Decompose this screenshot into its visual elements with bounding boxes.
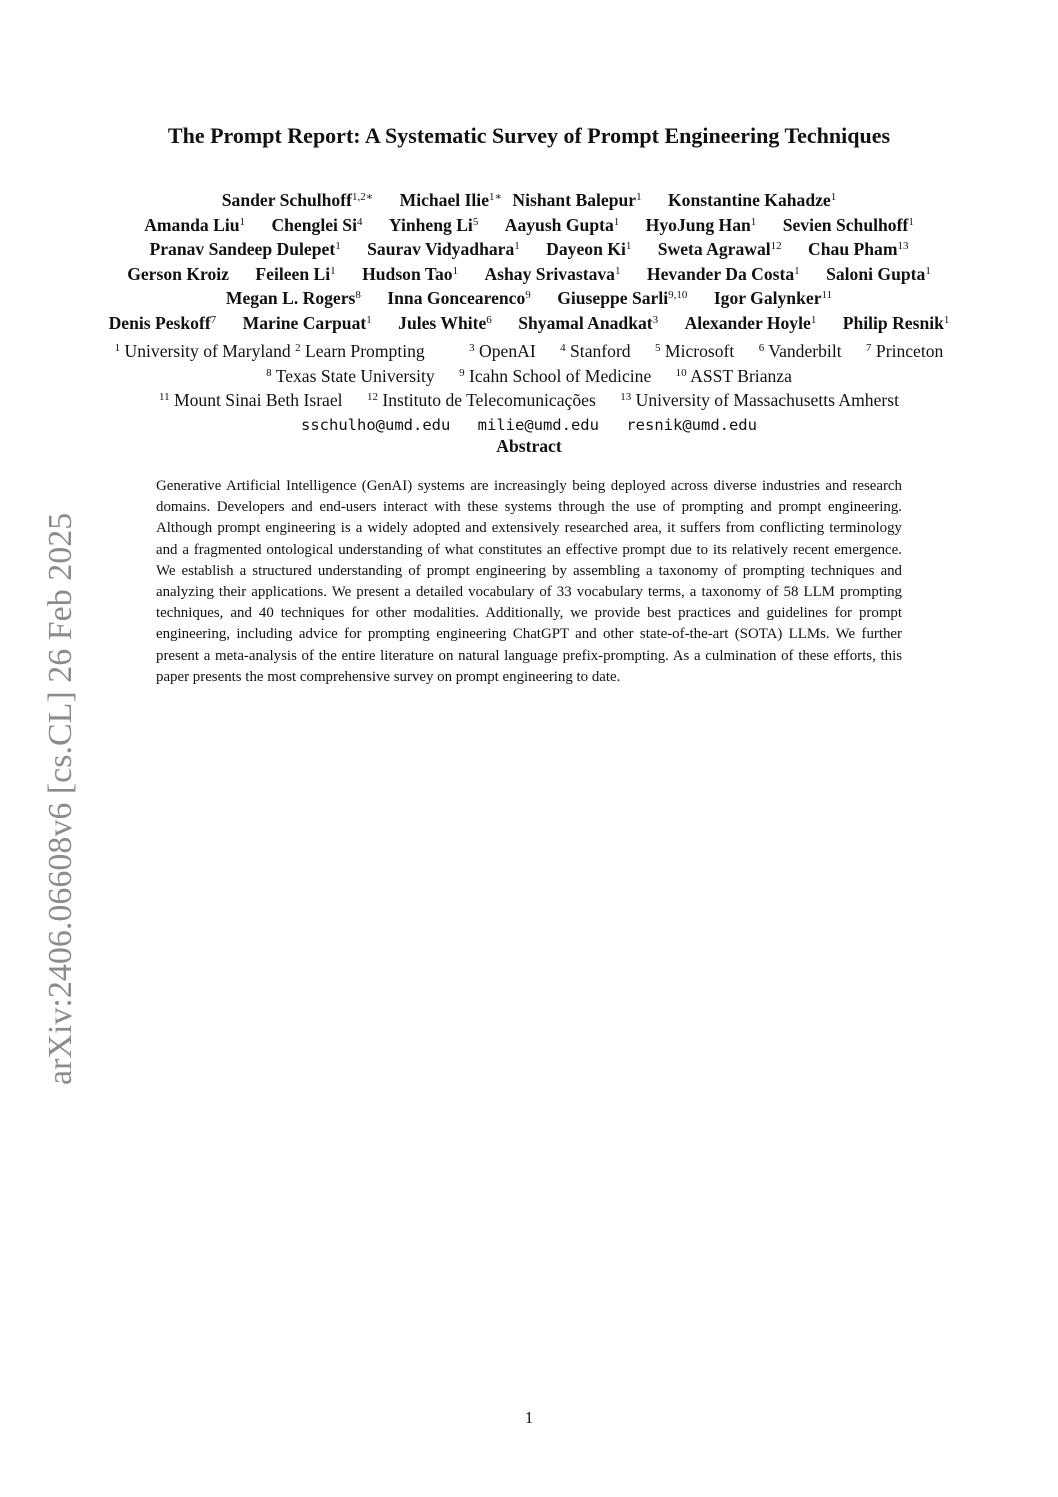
author: Megan L. Rogers$^8$	[225, 288, 361, 309]
author: Aayush Gupta$^1$	[504, 214, 620, 235]
author: Inna Goncearenco$^9$	[387, 288, 531, 309]
abstract-heading: Abstract	[496, 436, 562, 456]
author: Yinheng Li$^5$	[388, 214, 479, 235]
author-line	[29, 213, 1029, 238]
affiliation: $^9$ Icahn School of Medicine	[459, 365, 652, 386]
author: Hudson Tao$^1$	[362, 263, 459, 284]
author: Feileen Li$^1$	[255, 263, 336, 284]
email-address: milie@umd.edu	[477, 416, 599, 434]
affiliation: $^{11}$ Mount Sinai Beth Israel	[158, 390, 343, 411]
affiliation-line	[29, 388, 1029, 413]
affiliation: $^{12}$ Instituto de Telecomunicações	[366, 390, 596, 411]
author-line	[29, 237, 1029, 262]
affiliation: $^5$ Microsoft	[655, 341, 735, 361]
author: Chenglei Si$^4$	[271, 214, 363, 235]
author: Giuseppe Sarli$^{9,10}$	[557, 288, 688, 309]
author: Chau Pham$^{13}$	[808, 239, 909, 260]
affiliation: $^7$ Princeton	[866, 341, 944, 361]
email-address: sschulho@umd.edu	[301, 416, 451, 434]
author: Gerson Kroiz	[127, 263, 229, 284]
page-number: 1	[524, 1408, 534, 1427]
affiliation-line	[29, 364, 1029, 389]
affiliation-line	[29, 339, 1029, 364]
author: Konstantine Kahadze$^1$	[667, 190, 837, 210]
author: Marine Carpuat$^1$	[242, 312, 372, 333]
author: Igor Galynker$^{11}$	[713, 288, 833, 309]
affiliation: $^{10}$ ASST Brianza	[675, 365, 792, 386]
author: Shyamal Anadkat$^3$	[518, 312, 659, 333]
contact-emails	[129, 414, 929, 436]
author: Saurav Vidyadhara$^1$	[367, 239, 520, 260]
author: Hevander Da Costa$^1$	[646, 263, 800, 284]
author-list	[29, 188, 1029, 336]
abstract-text: Generative Artificial Intelligence (GenAI) systems are increasingly being deployed across diverse industries and research domains. Developers and end-users interact with these systems through the use of prompting and prompt engineering. Although prompt engineering is a widely adopted and extensively researched area, it suffers from conflicting terminology and a fragmented ontological understanding of what constitutes an effective prompt due to its relatively recent emergence. We establish a structured understanding of prompt engineering by assembling a taxonomy of prompting techniques and analyzing their applications. We present a detailed vocabulary of 33 vocabulary terms, a taxonomy of 58 LLM prompting techniques, and 40 techniques for other modalities. Additionally, we provide best practices and guidelines for prompt engineering, including advice for prompting engineering ChatGPT and other state-of-the-art (SOTA) LLMs. We further present a meta-analysis of the entire literature on natural language prefix-prompting. As a culmination of these efforts, this paper presents the most comprehensive survey on prompt engineering to date.	[156, 478, 902, 685]
author-line	[29, 262, 1029, 287]
affiliation: $^2$ Learn Prompting	[295, 341, 425, 361]
affiliation: $^8$ Texas State University	[266, 365, 435, 386]
author: Sweta Agrawal$^{12}$	[657, 239, 782, 260]
author: HyoJung Han$^1$	[645, 214, 757, 235]
author-line	[29, 311, 1029, 336]
author: Philip Resnik$^1$	[842, 312, 950, 333]
affiliation: $^{13}$ University of Massachusetts Amherst	[620, 390, 900, 411]
author: Michael Ilie$^{1∗}$	[399, 190, 502, 210]
affiliation: $^6$ Vanderbilt	[758, 341, 842, 361]
author: Dayeon Ki$^1$	[546, 239, 632, 260]
affiliation: $^4$ Stanford	[560, 341, 631, 361]
author-line	[29, 188, 1029, 213]
author: Jules White$^6$	[398, 312, 492, 333]
email-address: resnik@umd.edu	[626, 416, 757, 434]
author: Ashay Srivastava$^1$	[484, 263, 621, 284]
author: Nishant Balepur$^1$	[512, 190, 642, 210]
author: Denis Peskoff$^7$	[108, 312, 217, 333]
author-line	[29, 286, 1029, 311]
author: Amanda Liu$^1$	[144, 214, 246, 235]
author: Saloni Gupta$^1$	[826, 263, 931, 284]
affiliation: $^1$ University of Maryland	[114, 341, 291, 361]
arxiv-identifier-stamp: arXiv:2406.06608v6 [cs.CL] 26 Feb 2025	[42, 512, 79, 1085]
author: Sander Schulhoff$^{1,2∗}$	[221, 190, 374, 210]
author: Alexander Hoyle$^1$	[684, 312, 817, 333]
affiliation-list	[29, 339, 1029, 413]
author: Pranav Sandeep Dulepet$^1$	[149, 239, 341, 260]
affiliation: $^3$ OpenAI	[469, 341, 536, 361]
author: Sevien Schulhoff$^1$	[782, 214, 914, 235]
paper-title: The Prompt Report: A Systematic Survey of Prompt Engineering Techniques	[167, 123, 891, 148]
